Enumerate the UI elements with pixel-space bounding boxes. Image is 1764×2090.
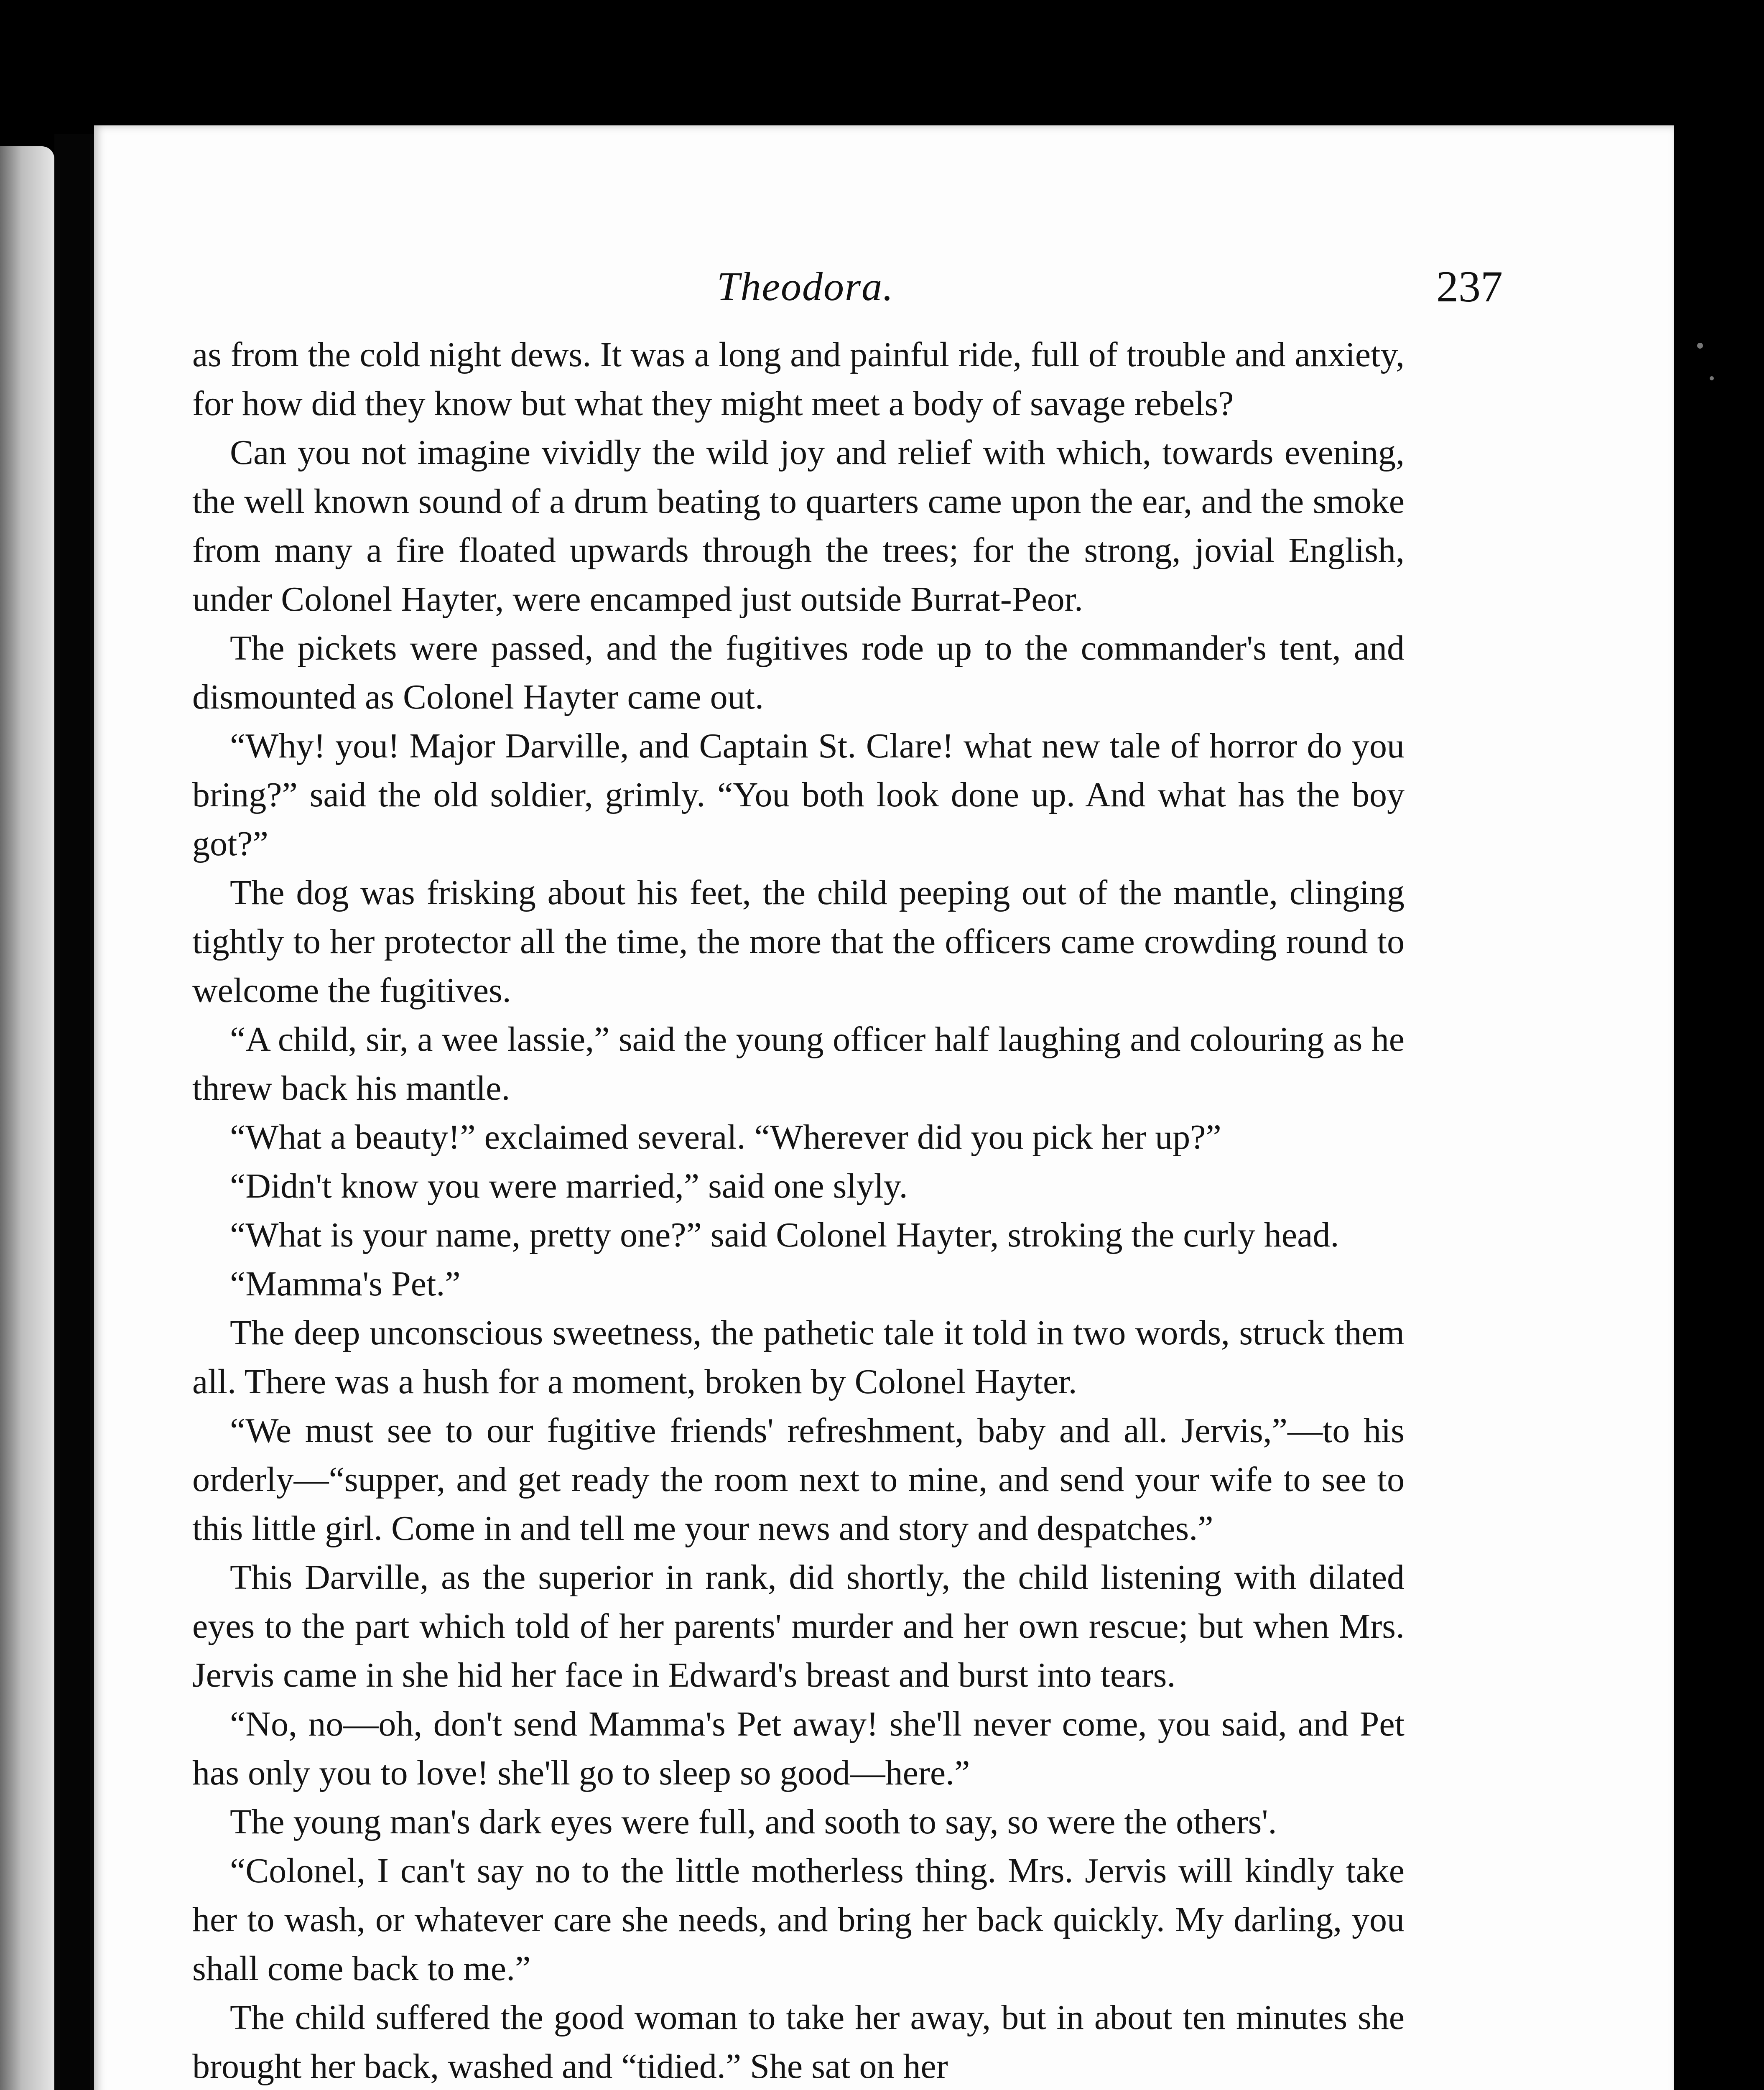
paragraph: “We must see to our fugitive friends' refreshment, baby and all. Jervis,”—to his orderly—“supper, and get ready the room next to mine, and send your wife to see to this little girl. Come in and tell me your news and story and despatches.” — [192, 1411, 1405, 1548]
paragraph: “What a beauty!” exclaimed several. “Wherever did you pick her up?” — [230, 1118, 1221, 1157]
paragraph: “A child, sir, a wee lassie,” said the young officer half laughing and colouring as he threw back his mantle. — [192, 1020, 1405, 1108]
page-number: 237 — [1436, 262, 1503, 311]
paragraph: “Mamma's Pet.” — [230, 1264, 461, 1303]
paragraph: This Darville, as the superior in rank, did shortly, the child listening with dilated eyes to the part which told of her parents' murder and her own rescue; but when Mrs. Jervis came in she hid her face in Edward's breast and burst into tears. — [192, 1558, 1405, 1695]
paragraph: “Why! you! Major Darville, and Captain St. Clare! what new tale of horror do you bring?” said the old soldier, grimly. “You both look done up. And what has the boy got?” — [192, 726, 1405, 863]
paragraph: “Colonel, I can't say no to the little motherless thing. Mrs. Jervis will kindly take her to wash, or whatever care she needs, and bring her back quickly. My darling, you shall come back to me.” — [192, 1851, 1405, 1988]
previous-page-edge — [0, 146, 54, 2090]
book-page — [94, 125, 1674, 2090]
paragraph: The child suffered the good woman to take her away, but in about ten minutes she brought her back, washed and “tidied.” She sat on her — [192, 1998, 1405, 2086]
paragraph: The young man's dark eyes were full, and sooth to say, so were the others'. — [230, 1802, 1277, 1841]
body-text — [192, 330, 1405, 2090]
paragraph: “What is your name, pretty one?” said Colonel Hayter, stroking the curly head. — [230, 1216, 1339, 1254]
paragraph: The deep unconscious sweetness, the pathetic tale it told in two words, struck them all. There was a hush for a moment, broken by Colonel Hayter. — [192, 1313, 1405, 1401]
paragraph: as from the cold night dews. It was a long and painful ride, full of trouble and anxiety, for how did they know but what they might meet a body of savage rebels? — [192, 335, 1405, 423]
dust-speck — [1697, 343, 1703, 349]
running-header — [94, 263, 1674, 326]
paragraph: The dog was frisking about his feet, the child peeping out of the mantle, clinging tightly to her protector all the time, the more that the officers came crowding round to welcome the fugitives. — [192, 873, 1405, 1010]
dust-speck — [1710, 376, 1714, 380]
paragraph: Can you not imagine vividly the wild joy and relief with which, towards evening, the well known sound of a drum beating to quarters came upon the ear, and the smoke from many a fire floated upwards through the trees; for the strong, jovial English, under Colonel Hayter, were encamped just outside Burrat-Peor. — [192, 433, 1405, 619]
running-title: Theodora. — [717, 264, 894, 309]
book-gutter — [54, 134, 94, 2090]
paragraph: “No, no—oh, don't send Mamma's Pet away! she'll never come, you said, and Pet has only you to love! she'll go to sleep so good—here.” — [192, 1705, 1405, 1792]
paragraph: The pickets were passed, and the fugitives rode up to the commander's tent, and dismounted as Colonel Hayter came out. — [192, 629, 1405, 716]
paragraph: “Didn't know you were married,” said one slyly. — [230, 1167, 908, 1206]
